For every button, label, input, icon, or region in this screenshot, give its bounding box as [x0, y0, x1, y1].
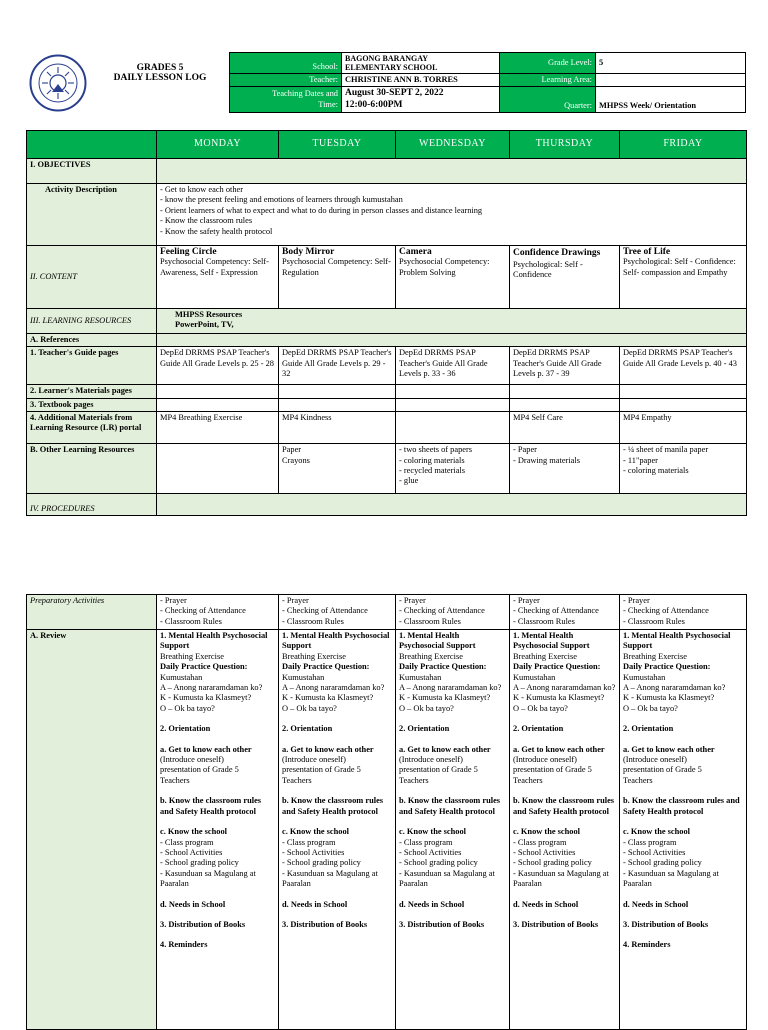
review-tuesday — [279, 630, 396, 1030]
gtk-text: (Introduce oneself) presentation of Grade 5 Teachers — [160, 755, 239, 785]
tb-thursday — [510, 398, 620, 411]
tg-monday: DepEd DRRMS PSAP Teacher's Guide All Grade Levels p. 25 - 28 — [157, 347, 279, 385]
day-header-blank — [27, 131, 157, 159]
title-daily-lesson-log: DAILY LESSON LOG — [113, 73, 207, 83]
dpq-title: Daily Practice Question: — [623, 662, 711, 672]
a-line: A – Anong nararamdaman ko? — [282, 683, 385, 693]
school-items: - Class program - School Activities - School grading policy - Kasunduan sa Magulang at Paaralan — [399, 837, 495, 889]
needs-title: d. Needs in School — [623, 899, 689, 909]
school-items: - Class program - School Activities - School grading policy - Kasunduan sa Magulang at Paaralan — [623, 837, 719, 889]
content-text: Psychosocial Competency: Self-Awareness, Self - Expression — [160, 257, 269, 277]
procedures-label: IV. PROCEDURES — [27, 494, 157, 516]
school-label: School: — [230, 53, 342, 74]
lm-tuesday — [279, 385, 396, 398]
other-friday: - ¼ sheet of manila paper - 11"paper - coloring materials — [620, 444, 747, 494]
reminders-title: 4. Reminders — [160, 940, 208, 950]
teacher-label: Teacher: — [230, 74, 342, 87]
content-tuesday — [279, 246, 396, 309]
prep-tuesday: - Prayer - Checking of Attendance - Classroom Rules — [279, 595, 396, 630]
school-title: c. Know the school — [513, 827, 580, 837]
mh-title: 1. Mental Health Psychosocial Support — [160, 631, 268, 651]
mh-title: 1. Mental Health Psychosocial Support — [399, 631, 476, 651]
mh-title: 1. Mental Health Psychosocial Support — [513, 631, 590, 651]
a-line: A – Anong nararamdaman ko? — [513, 683, 616, 693]
needs-title: d. Needs in School — [160, 899, 226, 909]
o-line: O – Ok ba tayo? — [160, 703, 215, 713]
kumustahan-text: Kumustahan — [513, 672, 556, 682]
kumustahan-text: Kumustahan — [623, 672, 666, 682]
distribution-title: 3. Distribution of Books — [513, 919, 599, 929]
tg-friday: DepEd DRRMS PSAP Teacher's Guide All Grade Levels p. 40 - 43 — [620, 347, 747, 385]
gtk-text: (Introduce oneself) presentation of Grade 5 Teachers — [399, 755, 478, 785]
content-monday — [157, 246, 279, 309]
needs-title: d. Needs in School — [399, 899, 465, 909]
content-text: Psychosocial Competency: Problem Solving — [399, 257, 490, 277]
learning-area-label: Learning Area: — [500, 74, 596, 87]
k-line: K - Kumusta ka Klasmeyt? — [513, 693, 605, 703]
learning-resources-text: MHPSS Resources PowerPoint, TV, — [157, 309, 747, 334]
header-info-table — [229, 52, 746, 113]
school-title: c. Know the school — [160, 827, 227, 837]
other-thursday: - Paper - Drawing materials — [510, 444, 620, 494]
orientation-title: 2. Orientation — [513, 724, 564, 734]
teaching-dates-value: August 30-SEPT 2, 2022 12:00-6:00PM — [342, 87, 500, 113]
references-label: A. References — [27, 334, 157, 347]
a-line: A – Anong nararamdaman ko? — [399, 683, 502, 693]
orientation-title: 2. Orientation — [399, 724, 450, 734]
breathing-text: Breathing Exercise — [513, 651, 577, 661]
activity-description-text: - Get to know each other - know the present feeling and emotions of learners through kumustahan - Orient learners of what to expect and what to do during in person classes and distance learning - Know the classroom rules - Know the safety health protocol — [157, 184, 747, 246]
needs-title: d. Needs in School — [282, 899, 348, 909]
dpq-title: Daily Practice Question: — [513, 662, 601, 672]
tb-friday — [620, 398, 747, 411]
content-title: Body Mirror — [282, 247, 335, 257]
teaching-dates-label: Teaching Dates and Time: — [230, 87, 342, 113]
tg-thursday: DepEd DRRMS PSAP Teacher's Guide All Grade Levels p. 37 - 39 — [510, 347, 620, 385]
dpq-title: Daily Practice Question: — [282, 662, 370, 672]
prep-wednesday: - Prayer - Checking of Attendance - Classroom Rules — [396, 595, 510, 630]
distribution-title: 3. Distribution of Books — [399, 919, 485, 929]
breathing-text: Breathing Exercise — [160, 651, 224, 661]
distribution-title: 3. Distribution of Books — [160, 919, 246, 929]
other-tuesday: Paper Crayons — [279, 444, 396, 494]
k-line: K - Kumusta ka Klasmeyt? — [160, 693, 252, 703]
learning-area-value — [596, 74, 746, 87]
title-grades: GRADES 5 — [136, 63, 184, 73]
orientation-title: 2. Orientation — [282, 724, 333, 734]
mh-title: 1. Mental Health Psychosocial Support — [282, 631, 390, 651]
review-monday — [157, 630, 279, 1030]
objectives-cell — [157, 159, 747, 184]
other-monday — [157, 444, 279, 494]
school-value: BAGONG BARANGAY ELEMENTARY SCHOOL — [342, 53, 500, 74]
tb-monday — [157, 398, 279, 411]
content-text: Psychological: Self - Confidence: Self- compassion and Empathy — [623, 257, 736, 277]
additional-materials-label: 4. Additional Materials from Learning Resource (LR) portal — [27, 412, 157, 444]
a-line: A – Anong nararamdaman ko? — [623, 683, 726, 693]
review-friday — [620, 630, 747, 1030]
am-friday: MP4 Empathy — [620, 412, 747, 444]
lm-thursday — [510, 385, 620, 398]
school-title: c. Know the school — [282, 827, 349, 837]
gtk-title: a. Get to know each other — [513, 744, 605, 754]
content-text: Psychosocial Competency: Self-Regulation — [282, 257, 391, 277]
orientation-title: 2. Orientation — [623, 724, 674, 734]
o-line: O – Ok ba tayo? — [513, 703, 568, 713]
quarter-value: MHPSS Week/ Orientation — [596, 87, 746, 113]
mh-title: 1. Mental Health Psychosocial Support — [623, 631, 731, 651]
a-line: A – Anong nararamdaman ko? — [160, 683, 263, 693]
k-line: K - Kumusta ka Klasmeyt? — [282, 693, 374, 703]
kumustahan-text: Kumustahan — [399, 672, 442, 682]
o-line: O – Ok ba tayo? — [399, 703, 454, 713]
content-friday — [620, 246, 747, 309]
log-title — [90, 63, 230, 83]
content-text: Psychological: Self - Confidence — [513, 260, 583, 280]
teacher-value: CHRISTINE ANN B. TORRES — [342, 74, 500, 87]
am-monday: MP4 Breathing Exercise — [157, 412, 279, 444]
breathing-text: Breathing Exercise — [399, 651, 463, 661]
o-line: O – Ok ba tayo? — [623, 703, 678, 713]
rules-title: b. Know the classroom rules and Safety Health protocol — [623, 796, 740, 816]
lesson-log-table — [26, 130, 747, 516]
school-items: - Class program - School Activities - School grading policy - Kasunduan sa Magulang at Paaralan — [513, 837, 609, 889]
preparatory-label: Preparatory Activities — [27, 595, 157, 630]
rules-title: b. Know the classroom rules and Safety Health protocol — [160, 796, 262, 816]
deped-logo — [29, 54, 87, 112]
reminders-title: 4. Reminders — [623, 940, 671, 950]
lm-friday — [620, 385, 747, 398]
school-title: c. Know the school — [623, 827, 690, 837]
prep-monday: - Prayer - Checking of Attendance - Classroom Rules — [157, 595, 279, 630]
day-header-thursday: THURSDAY — [510, 131, 620, 159]
gtk-title: a. Get to know each other — [399, 744, 491, 754]
day-header-wednesday: WEDNESDAY — [396, 131, 510, 159]
grade-level-value: 5 — [596, 53, 746, 74]
rules-title: b. Know the classroom rules and Safety Health protocol — [513, 796, 615, 816]
day-header-friday: FRIDAY — [620, 131, 747, 159]
gtk-text: (Introduce oneself) presentation of Grade 5 Teachers — [623, 755, 702, 785]
tg-tuesday: DepEd DRRMS PSAP Teacher's Guide All Grade Levels p. 29 - 32 — [279, 347, 396, 385]
o-line: O – Ok ba tayo? — [282, 703, 337, 713]
gtk-text: (Introduce oneself) presentation of Grade 5 Teachers — [513, 755, 592, 785]
school-items: - Class program - School Activities - School grading policy - Kasunduan sa Magulang at Paaralan — [282, 837, 378, 889]
content-thursday — [510, 246, 620, 309]
content-title: Camera — [399, 247, 432, 257]
dpq-title: Daily Practice Question: — [399, 662, 487, 672]
distribution-title: 3. Distribution of Books — [282, 919, 368, 929]
dpq-title: Daily Practice Question: — [160, 662, 248, 672]
gtk-title: a. Get to know each other — [160, 744, 252, 754]
activity-description-label: Activity Description — [27, 184, 157, 246]
kumustahan-text: Kumustahan — [282, 672, 325, 682]
grade-level-label: Grade Level: — [500, 53, 596, 74]
tb-wednesday — [396, 398, 510, 411]
am-wednesday — [396, 412, 510, 444]
content-title: Feeling Circle — [160, 247, 217, 257]
day-header-monday: MONDAY — [157, 131, 279, 159]
tg-wednesday: DepEd DRRMS PSAP Teacher's Guide All Grade Levels p. 33 - 36 — [396, 347, 510, 385]
content-title: Confidence Drawings — [513, 248, 601, 258]
procedures-cell — [157, 494, 747, 516]
tb-tuesday — [279, 398, 396, 411]
gtk-text: (Introduce oneself) presentation of Grade 5 Teachers — [282, 755, 361, 785]
distribution-title: 3. Distribution of Books — [623, 919, 709, 929]
other-resources-label: B. Other Learning Resources — [27, 444, 157, 494]
rules-title: b. Know the classroom rules and Safety Health protocol — [282, 796, 384, 816]
content-wednesday — [396, 246, 510, 309]
content-label: II. CONTENT — [27, 246, 157, 309]
school-title: c. Know the school — [399, 827, 466, 837]
school-items: - Class program - School Activities - School grading policy - Kasunduan sa Magulang at Paaralan — [160, 837, 256, 889]
review-thursday — [510, 630, 620, 1030]
other-wednesday: - two sheets of papers - coloring materials - recycled materials - glue — [396, 444, 510, 494]
content-title: Tree of Life — [623, 247, 671, 257]
am-tuesday: MP4 Kindness — [279, 412, 396, 444]
review-wednesday — [396, 630, 510, 1030]
day-header-tuesday: TUESDAY — [279, 131, 396, 159]
orientation-title: 2. Orientation — [160, 724, 211, 734]
am-thursday: MP4 Self Care — [510, 412, 620, 444]
k-line: K - Kumusta ka Klasmeyt? — [623, 693, 715, 703]
breathing-text: Breathing Exercise — [282, 651, 346, 661]
lm-monday — [157, 385, 279, 398]
gtk-title: a. Get to know each other — [282, 744, 374, 754]
needs-title: d. Needs in School — [513, 899, 579, 909]
review-label: A. Review — [27, 630, 157, 1030]
procedures-table — [26, 594, 747, 1030]
references-cell — [157, 334, 747, 347]
kumustahan-text: Kumustahan — [160, 672, 203, 682]
learners-materials-label: 2. Learner's Materials pages — [27, 385, 157, 398]
prep-friday: - Prayer - Checking of Attendance - Classroom Rules — [620, 595, 747, 630]
textbook-pages-label: 3. Textbook pages — [27, 398, 157, 411]
k-line: K - Kumusta ka Klasmeyt? — [399, 693, 491, 703]
learning-resources-label: III. LEARNING RESOURCES — [27, 309, 157, 334]
quarter-label: Quarter: — [500, 87, 596, 113]
prep-thursday: - Prayer - Checking of Attendance - Classroom Rules — [510, 595, 620, 630]
breathing-text: Breathing Exercise — [623, 651, 687, 661]
teachers-guide-label: 1. Teacher's Guide pages — [27, 347, 157, 385]
objectives-label: I. OBJECTIVES — [27, 159, 157, 184]
rules-title: b. Know the classroom rules and Safety Health protocol — [399, 796, 501, 816]
lm-wednesday — [396, 385, 510, 398]
gtk-title: a. Get to know each other — [623, 744, 715, 754]
